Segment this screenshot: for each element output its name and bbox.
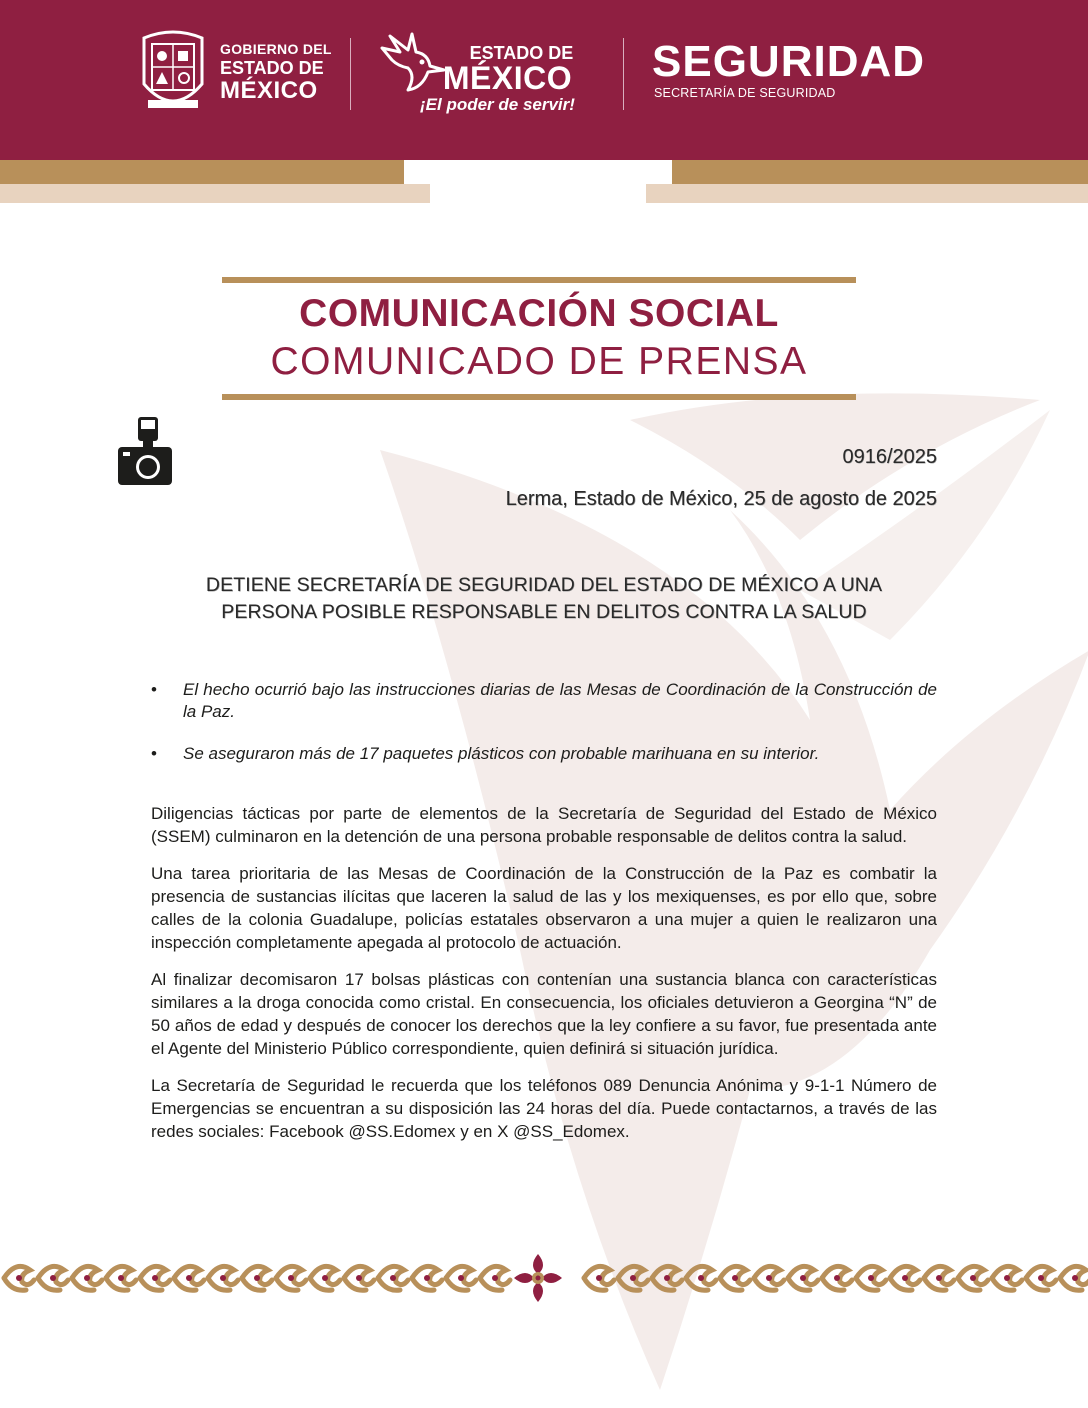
edomex-line1: ESTADO DE: [469, 43, 574, 63]
gold-stripe: [672, 160, 1088, 184]
comunicado-prensa-heading: COMUNICADO DE PRENSA: [270, 340, 808, 383]
summary-bullets: [151, 679, 937, 765]
gobierno-logo-text: [220, 42, 332, 103]
gold-stripe: [0, 160, 404, 184]
paragraph: Al finalizar decomisaron 17 bolsas plásticas con contenían una sustancia blanca con características similares a la droga conocida como cristal. En consecuencia, los oficiales detuvieron a Georgina “N” de 50 años de edad y después de conocer los derechos que la ley confiere a su favor, fue presentada ante el Agente del Ministerio Público correspondiente, quien definirá si situación jurídica.: [151, 970, 937, 1058]
header-divider: [350, 38, 351, 110]
gold-stripe: [646, 184, 1088, 203]
footer-flower-icon: [514, 1254, 562, 1302]
seguridad-title: SEGURIDAD: [652, 37, 926, 86]
headline-line1: DETIENE SECRETARÍA DE SEGURIDAD DEL ESTADO DE MÉXICO A UNA: [205, 574, 883, 596]
paragraph: Diligencias tácticas por parte de elementos de la Secretaría de Seguridad del Estado de México (SSEM) culminaron en la detención de una persona probable responsable de delitos contra la salud.: [151, 804, 937, 846]
title-rule-top: [222, 277, 856, 283]
gold-stripe: [0, 184, 430, 203]
edomex-slogan: ¡El poder de servir!: [420, 95, 575, 114]
body-text: [151, 802, 937, 1157]
state-seal-icon: [136, 28, 210, 114]
place-date: Lerma, Estado de México, 25 de agosto de 2025: [505, 488, 937, 510]
headline: [151, 572, 937, 626]
title-rule-bottom: [222, 394, 856, 400]
gobierno-line2: ESTADO DE: [220, 58, 324, 78]
gobierno-line3: MÉXICO: [220, 77, 318, 104]
footer-ornament: [0, 1252, 1088, 1304]
seguridad-subtitle: SECRETARÍA DE SEGURIDAD: [654, 86, 836, 100]
header-divider: [623, 38, 624, 110]
paragraph: La Secretaría de Seguridad le recuerda que los teléfonos 089 Denuncia Anónima y 9-1-1 Número de Emergencias se encuentran a su disposición las 24 horas del día. Puede contactarnos, a través de las redes sociales: Facebook @SS.Edomex y en X @SS_Edomex.: [151, 1076, 937, 1141]
edomex-line2: MÉXICO: [442, 60, 573, 96]
edomex-logo-text: [420, 44, 575, 115]
bullet-item: • El hecho ocurrió bajo las instrucciones diarias de las Mesas de Coordinación de la Construcción de la Paz.: [151, 679, 937, 723]
paragraph: Una tarea prioritaria de las Mesas de Coordinación de la Construcción de la Paz es combatir la presencia de sustancias ilícitas que laceren la salud de las y los mexiquenses, es por ello que, sobre calles de la colonia Guadalupe, policías estatales observaron a una mujer a quien le realizaron una inspección completamente apegada al protocolo de actuación.: [151, 864, 937, 952]
bullet-item: • Se aseguraron más de 17 paquetes plásticos con probable marihuana en su interior.: [151, 743, 937, 765]
bulletin-number: 0916/2025: [842, 446, 937, 468]
camera-icon: [117, 415, 173, 487]
gobierno-line1: GOBIERNO DEL: [220, 41, 332, 57]
comunicacion-social-heading: COMUNICACIÓN SOCIAL: [299, 292, 779, 335]
headline-line2: PERSONA POSIBLE RESPONSABLE EN DELITOS CONTRA LA SALUD: [221, 601, 867, 623]
